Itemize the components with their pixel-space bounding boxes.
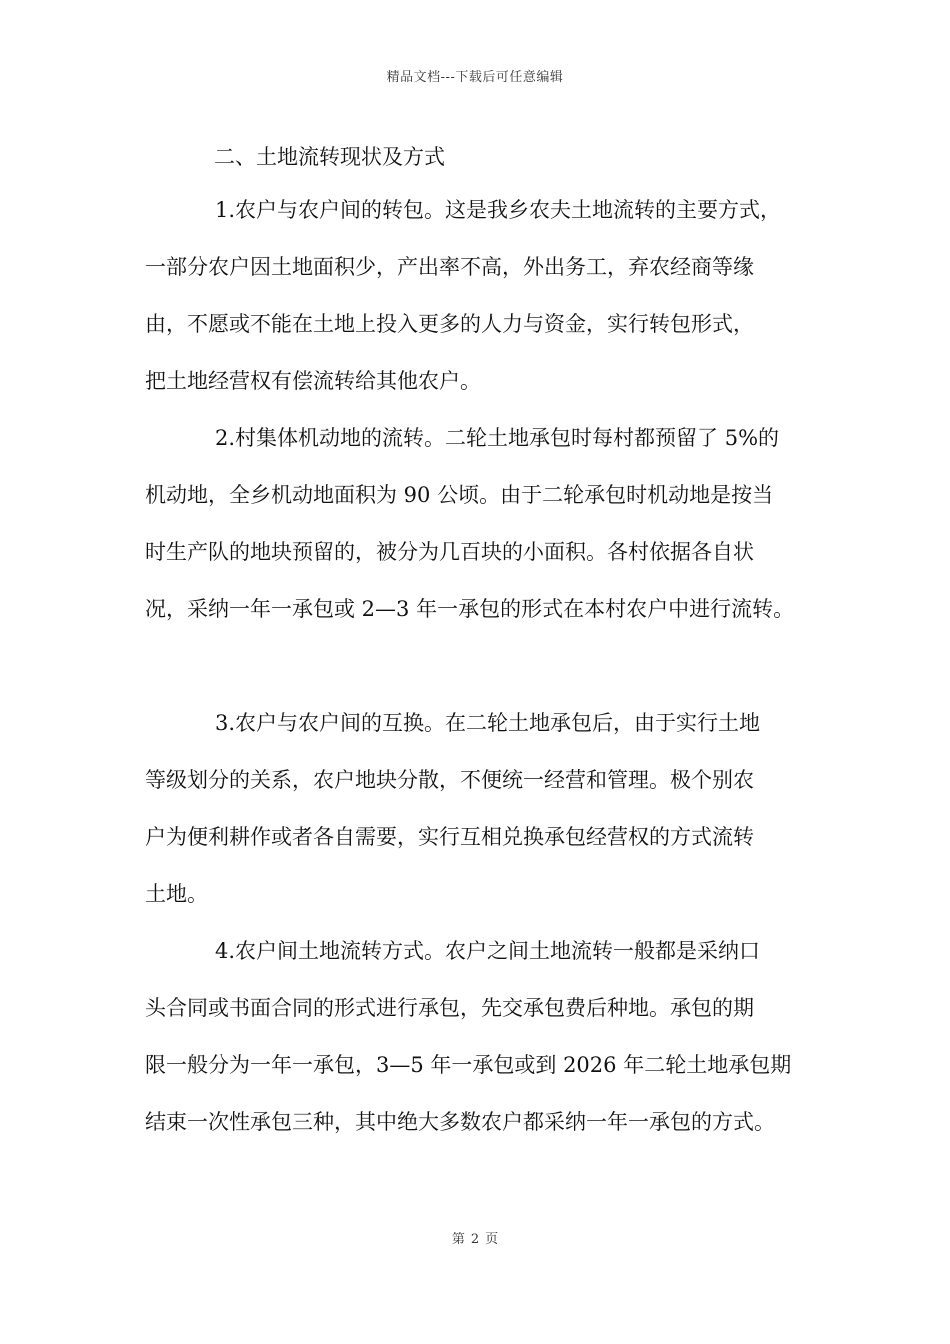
paragraph-line: 时生产队的地块预留的，被分为几百块的小面积。各村依据各自状 bbox=[145, 540, 754, 564]
section-heading: 二、土地流转现状及方式 bbox=[214, 145, 445, 169]
paragraph-line: 由，不愿或不能在土地上投入更多的人力与资金，实行转包形式， bbox=[145, 312, 754, 336]
paragraph-line: 一部分农户因土地面积少，产出率不高，外出务工，弃农经商等缘 bbox=[145, 255, 754, 279]
paragraph-line: 机动地，全乡机动地面积为 90 公顷。由于二轮承包时机动地是按当 bbox=[145, 483, 774, 507]
page-number-suffix: 页 bbox=[485, 1232, 499, 1247]
paragraph-line: 1.农户与农户间的转包。这是我乡农夫土地流转的主要方式， bbox=[215, 198, 782, 222]
paragraph-line: 把土地经营权有偿流转给其他农户。 bbox=[145, 369, 481, 393]
page-number: 2 bbox=[470, 1232, 480, 1247]
paragraph-line: 3.农户与农户间的互换。在二轮土地承包后，由于实行土地 bbox=[215, 711, 761, 735]
paragraph-line: 结束一次性承包三种，其中绝大多数农户都采纳一年一承包的方式。 bbox=[145, 1110, 775, 1134]
page-header: 精品文档---下载后可任意编辑 bbox=[386, 70, 564, 85]
paragraph-line: 头合同或书面合同的形式进行承包，先交承包费后种地。承包的期 bbox=[145, 996, 754, 1020]
paragraph-line: 2.村集体机动地的流转。二轮土地承包时每村都预留了 5%的 bbox=[215, 426, 780, 450]
page-number-prefix: 第 bbox=[451, 1232, 465, 1247]
paragraph-line: 户为便利耕作或者各自需要，实行互相兑换承包经营权的方式流转 bbox=[145, 825, 754, 849]
paragraph-line: 等级划分的关系，农户地块分散，不便统一经营和管理。极个别农 bbox=[145, 768, 754, 792]
paragraph-line: 土地。 bbox=[145, 882, 208, 906]
paragraph-line: 4.农户间土地流转方式。农户之间土地流转一般都是采纳口 bbox=[215, 939, 761, 963]
paragraph-line: 限一般分为一年一承包，3—5 年一承包或到 2026 年二轮土地承包期 bbox=[145, 1053, 792, 1077]
paragraph-line: 况，采纳一年一承包或 2—3 年一承包的形式在本村农户中进行流转。 bbox=[145, 597, 795, 621]
page-footer bbox=[0, 1228, 950, 1247]
